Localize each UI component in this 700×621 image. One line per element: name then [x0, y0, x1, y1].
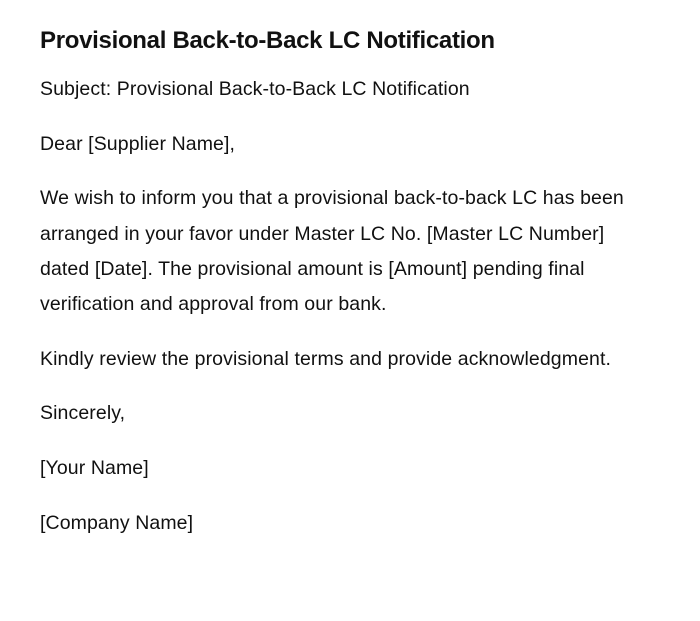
letter-document — [40, 24, 640, 561]
body-paragraph-notification: We wish to inform you that a provisional back-to-back LC has been arranged in your favor under Master LC No. [Master LC Number] dated [Date]. The provisional amount is [Amount] pending final verification and approval from our bank. — [40, 187, 624, 316]
sender-name: [Your Name] — [40, 457, 149, 480]
company-name: [Company Name] — [40, 511, 194, 534]
closing: Sincerely, — [40, 402, 126, 425]
subject-line: Subject: Provisional Back-to-Back LC Notification — [40, 78, 470, 100]
document-title: Provisional Back-to-Back LC Notification — [40, 27, 495, 54]
body-paragraph-request: Kindly review the provisional terms and provide acknowledgment. — [40, 347, 611, 370]
salutation: Dear [Supplier Name], — [40, 132, 236, 155]
